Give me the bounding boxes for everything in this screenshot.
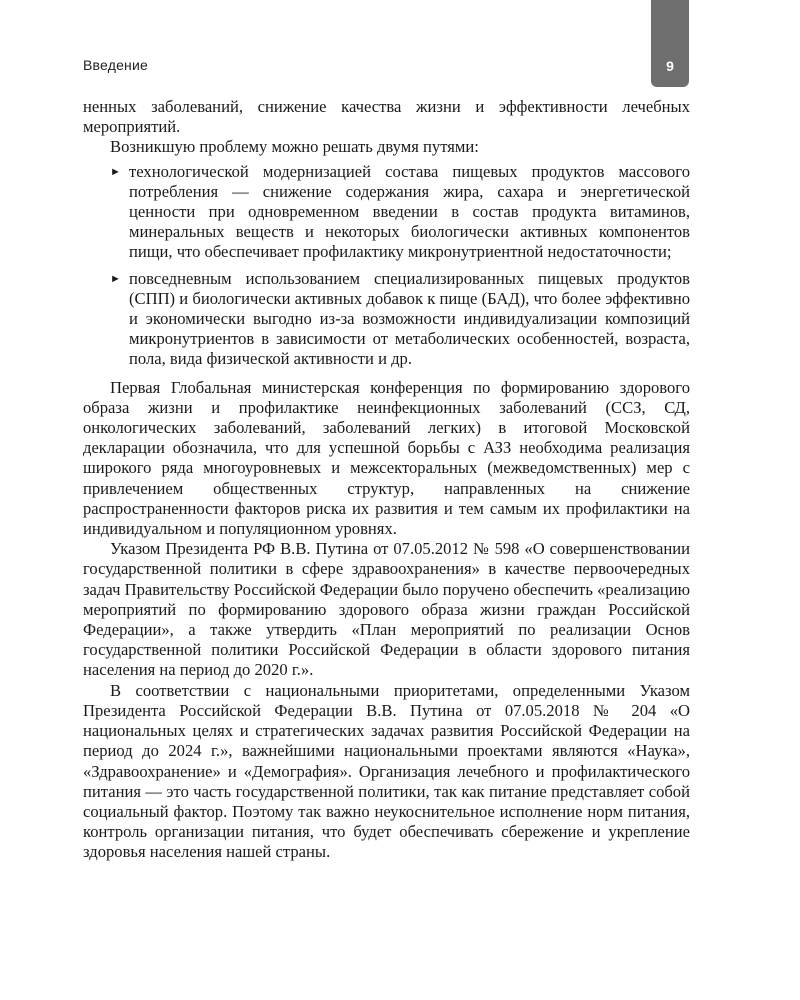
paragraph-intro: Возникшую проблему можно решать двумя путями: — [110, 137, 479, 157]
paragraph-decree-2012: Указом Президента РФ В.В. Путина от 07.05.2012 № 598 «О совершенствовании государственной политики в сфере здравоохранения» в качестве первоочередных задач Правительству Российской Федерации было поручено обеспечить «реализацию мероприятий по формированию здорового образа жизни граждан Российской Федерации», а также утвердить «План мероприятий по реализации Основ государственной политики Российской Федерации в области здорового питания населения на период до 2020 г.». — [83, 539, 690, 680]
page-number-tab — [651, 0, 689, 87]
list-item — [83, 162, 690, 263]
paragraph-continuation: ненных заболеваний, снижение качества жизни и эффективности лечебных мероприятий. — [83, 97, 690, 137]
page-number: 9 — [666, 58, 674, 74]
paragraph-decree-2018: В соответствии с национальными приоритетами, определенными Указом Президента Российской Федерации В.В. Путина от 07.05.2018 № 204 «О национальных целях и стратегических задачах развития Российской Федерации на период до 2024 г.», важнейшими национальными проектами являются «Наука», «Здравоохранение» и «Демография». Организация лечебного и профилактического питания — это часть государственной политики, так как питание представляет собой социальный фактор. Поэтому так важно неукоснительное исполнение норм питания, контроль организации питания, что будет обеспечивать сбережение и укрепление здоровья населения нашей страны. — [83, 680, 690, 862]
list-item-text: повседневным использованием специализированных пищевых продуктов (СПП) и биологически активных добавок к пище (БАД), что более эффективно и экономически выгодно из-за возможности индивидуализации композиций микронутриентов в зависимости от метаболических особенностей, возраста, пола, вида физической активности и др. — [129, 268, 690, 369]
right-triangle-bullet-icon: ► — [110, 165, 121, 178]
paragraph-conference: Первая Глобальная министерская конференция по формированию здорового образа жизни и профилактике неинфекционных заболеваний (ССЗ, СД, онкологических заболеваний, заболеваний легких) в итоговой Московской декларации обозначила, что для успешной борьбы с АЗЗ необходима реализация широкого ряда многоуровневых и межсекторальных (межведомственных) мер с привлечением общественных структур, направленных на снижение распространенности факторов риска их развития и тем самым их профилактики на индивидуальном и популяционном уровнях. — [83, 377, 690, 539]
right-triangle-bullet-icon: ► — [110, 272, 121, 285]
page-body — [83, 97, 690, 863]
section-title: Введение — [83, 57, 148, 73]
list-item-text: технологической модернизацией состава пищевых продуктов массового потребления — снижение содержания жира, сахара и энергетической ценности при одновременном введении в состав продукта витаминов, минеральных веществ и некоторых биологически активных компонентов пищи, что обеспечивает профилактику микронутриентной недостаточности; — [129, 161, 690, 262]
list-item — [83, 269, 690, 370]
bullet-list — [83, 162, 690, 370]
